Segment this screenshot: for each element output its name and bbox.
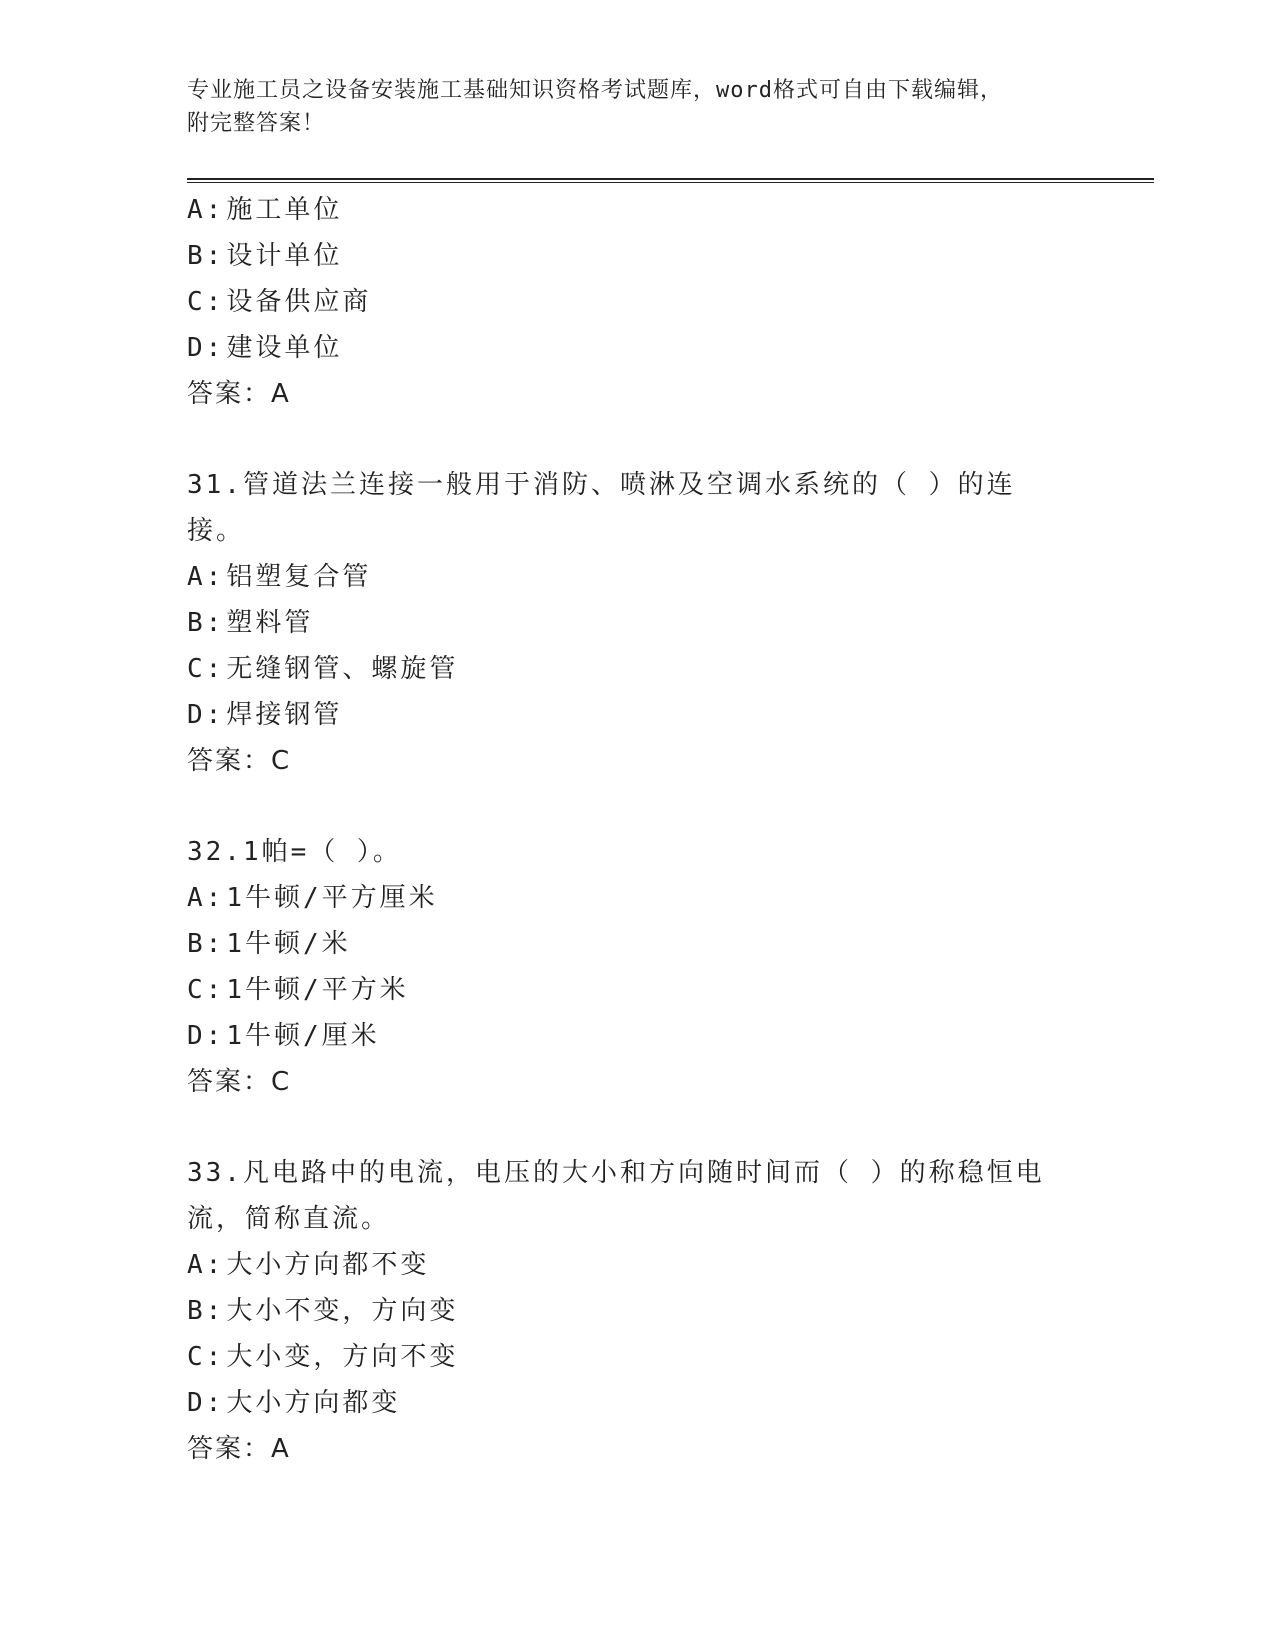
answer: 答案：C <box>187 1067 292 1097</box>
question-stem: 33.凡电路中的电流，电压的大小和方向随时间而（ ）的称稳恒电流，简称直流。 <box>187 1158 1045 1234</box>
option-a: A:铝塑复合管 <box>187 562 372 592</box>
question-stem: 31.管道法兰连接一般用于消防、喷淋及空调水系统的（ ）的连接。 <box>187 470 1016 546</box>
header-line-2: 附完整答案！ <box>187 111 326 136</box>
question-list <box>187 187 1087 1472</box>
option-d: D:大小方向都变 <box>187 1388 401 1418</box>
question-31 <box>187 462 1087 784</box>
question-stem: 32.1帕=（ ）。 <box>187 837 402 867</box>
option-a: A:大小方向都不变 <box>187 1250 430 1280</box>
header-line-1: 专业施工员之设备安装施工基础知识资格考试题库，word格式可自由下载编辑， <box>187 78 1003 103</box>
answer: 答案：A <box>187 1434 291 1464</box>
option-c: C:设备供应商 <box>187 287 372 317</box>
question-33 <box>187 1150 1087 1472</box>
option-b: B:设计单位 <box>187 241 343 271</box>
option-d: D:焊接钢管 <box>187 700 343 730</box>
option-c: C:无缝钢管、螺旋管 <box>187 654 459 684</box>
option-a: A:施工单位 <box>187 195 343 225</box>
option-b: B:1牛顿/米 <box>187 929 351 959</box>
header-divider <box>187 178 1154 183</box>
option-d: D:1牛顿/厘米 <box>187 1021 380 1051</box>
document-header <box>187 74 1067 140</box>
question-32 <box>187 829 1087 1105</box>
option-b: B:塑料管 <box>187 608 314 638</box>
answer: 答案：C <box>187 746 292 776</box>
answer: 答案：A <box>187 379 291 409</box>
option-c: C:1牛顿/平方米 <box>187 975 409 1005</box>
option-b: B:大小不变，方向变 <box>187 1296 459 1326</box>
option-a: A:1牛顿/平方厘米 <box>187 883 438 913</box>
question-30-continuation <box>187 187 1087 417</box>
option-c: C:大小变，方向不变 <box>187 1342 459 1372</box>
option-d: D:建设单位 <box>187 333 343 363</box>
